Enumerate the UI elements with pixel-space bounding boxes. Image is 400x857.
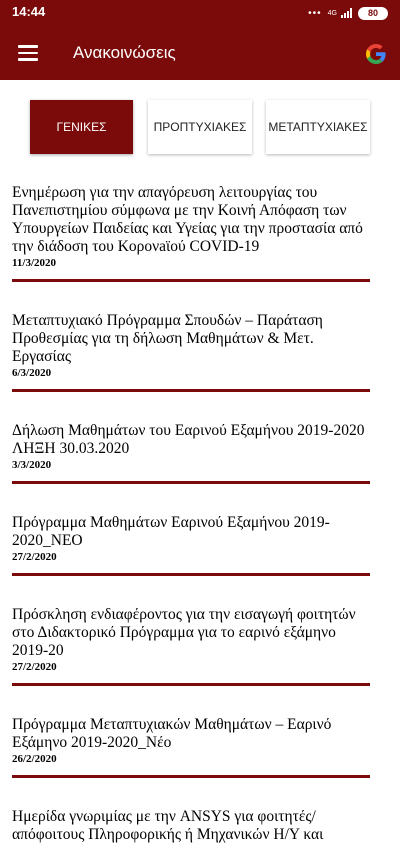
announcement-item[interactable]: [12, 312, 370, 422]
app-bar: [0, 25, 400, 80]
battery-icon: [358, 7, 388, 20]
status-time: 14:44: [12, 4, 46, 19]
status-bar: [0, 0, 400, 25]
hamburger-menu-icon[interactable]: [18, 45, 38, 60]
network-type: 4G: [327, 9, 337, 17]
tab-general[interactable]: ΓΕΝΙΚΕΣ: [30, 100, 133, 154]
announcement-title: Πρόγραμμα Μεταπτυχιακών Μαθημάτων – Εαρινό Εξάμηνο 2019-2020_Νέο: [12, 716, 332, 751]
announcement-title: Ενημέρωση για την απαγόρευση λειτουργίας του Πανεπιστημίου σύμφωνα με την Κοινή Απόφαση των Υπουργείων Παιδείας και Υγείας για την προστασία από την διάδοση του Κορονaϊού COVID-19: [12, 184, 363, 255]
announcement-title: Δήλωση Μαθημάτων του Εαρινού Εξαμήνου 2019-2020 ΛΗΞΗ 30.03.2020: [12, 422, 365, 457]
announcement-item[interactable]: [12, 514, 370, 606]
announcement-date: 6/3/2020: [12, 367, 52, 379]
announcement-date: 26/2/2020: [12, 753, 57, 765]
google-icon[interactable]: [364, 42, 388, 66]
announcement-item[interactable]: [12, 716, 370, 808]
category-tabs: [0, 100, 400, 154]
divider: [12, 683, 370, 686]
divider: [12, 389, 370, 392]
announcement-title: Πρόσκληση ενδιαφέροντος για την εισαγωγή φοιτητών στο Διδακτορικό Πρόγραμμα για το εαρινό εξάμηνο 2019-20: [12, 606, 356, 659]
announcement-item[interactable]: [12, 606, 370, 716]
notification-dots: •••: [308, 7, 322, 19]
signal-icon: [340, 8, 352, 18]
announcements-list: [0, 184, 400, 843]
status-indicators: [308, 4, 388, 22]
announcement-date: 11/3/2020: [12, 257, 57, 269]
divider: [12, 775, 370, 778]
announcement-item[interactable]: [12, 808, 370, 857]
announcement-item[interactable]: [12, 422, 370, 514]
announcement-title: Μεταπτυχιακό Πρόγραμμα Σπουδών – Παράταση Προθεσμίας για τη δήλωση Μαθημάτων & Μετ. Εργασίας: [12, 312, 323, 365]
announcement-date: 27/2/2020: [12, 661, 57, 673]
announcement-title: Ημερίδα γνωριμίας με την ANSYS για φοιτητές/απόφοιτους Πληροφορικής ή Μηχανικών Η/Υ και: [12, 808, 324, 843]
tab-postgraduate[interactable]: ΜΕΤΑΠΤΥΧΙΑΚΕΣ: [266, 100, 370, 154]
announcement-title: Πρόγραμμα Μαθημάτων Εαρινού Εξαμήνου 2019-2020_ΝΕΟ: [12, 514, 330, 549]
announcement-date: 3/3/2020: [12, 459, 52, 471]
announcement-date: 27/2/2020: [12, 551, 57, 563]
page-title: Ανακοινώσεις: [73, 43, 176, 62]
divider: [12, 573, 370, 576]
divider: [12, 481, 370, 484]
tab-undergraduate[interactable]: ΠΡΟΠΤΥΧΙΑΚΕΣ: [148, 100, 252, 154]
divider: [12, 279, 370, 282]
battery-level: 80: [367, 8, 378, 18]
announcement-item[interactable]: [12, 184, 370, 312]
